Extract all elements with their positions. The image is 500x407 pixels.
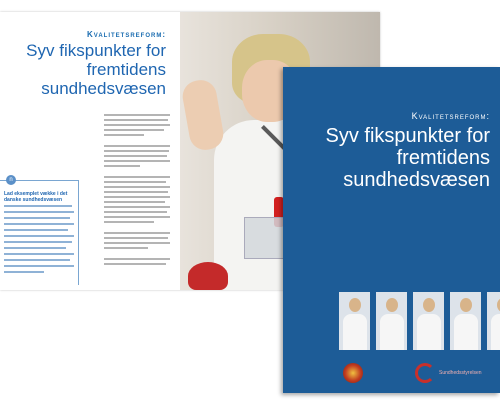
cover-title: Syv fikspunkter for fremtidens sundhedsvæsen xyxy=(325,125,490,191)
seal-logo-icon xyxy=(343,363,363,383)
sidebar-box xyxy=(0,177,79,285)
photo-thumb xyxy=(376,292,407,350)
sidebar-heading: Lad eksemplet vække i det danske sundhedsvæsen xyxy=(4,191,68,203)
sidebar-badge: n xyxy=(6,175,16,185)
arm xyxy=(180,78,226,153)
spread-kicker: Kvalitetsreform: xyxy=(87,30,166,39)
photo-thumb xyxy=(487,292,500,350)
photo-thumb xyxy=(413,292,444,350)
photo-strip xyxy=(339,292,500,350)
spread-title: Syv fikspunkter for fremtidens sundhedsvæsen xyxy=(26,41,166,98)
sidebar-text xyxy=(4,205,74,277)
red-flask xyxy=(188,262,228,290)
left-page xyxy=(0,12,180,290)
photo-thumb xyxy=(450,292,481,350)
brochure-cover xyxy=(283,67,500,393)
publisher-name: Sundhedsstyrelsen xyxy=(439,370,482,376)
sst-logo-icon xyxy=(415,363,435,383)
cover-kicker: Kvalitetsreform: xyxy=(411,111,490,121)
photo-thumb xyxy=(339,292,370,350)
body-text-column xyxy=(104,114,170,268)
